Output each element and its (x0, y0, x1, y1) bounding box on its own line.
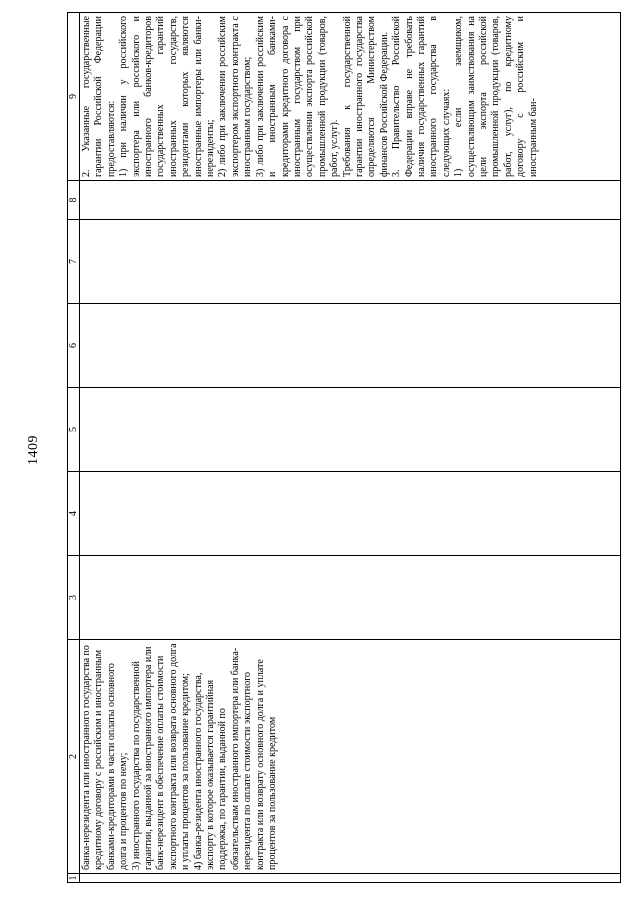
cell-col-8 (80, 181, 621, 220)
cell-col-9 (80, 13, 621, 181)
column-header-3: 3 (68, 556, 80, 640)
column-header-1: 1 (68, 875, 79, 881)
col2-paragraph: 3) иностранного государства по государственной гарантии, выданной за иностранного импортера или банк-нерезидент в обеспечение оплаты стоимости экспортного контракта или возврата основного долга и уплаты процентов за пользование кредитом; (130, 643, 192, 870)
column-header-6: 6 (68, 304, 80, 388)
col9-paragraph: Требования к государственной гарантии иностранного государства определяются Министерством финансов Российской Федерации. (341, 16, 390, 177)
column-header-7: 7 (68, 220, 80, 304)
col9-paragraph: 1) при наличии у российского экспортера или российского и иностранного банков-кредиторов государственных гарантий иностранных государств, резидентами которых являются иностранные импортеры или банки-нерезиденты; (118, 16, 217, 177)
cell-col-6 (80, 304, 621, 388)
col2-paragraph: банка-нерезидента или иностранного государства по кредитному договору с российским и иностранным банками-кредиторами в части оплаты основного долга и процентов по нему; (81, 645, 130, 870)
col9-paragraph: 2) либо при заключении российским экспортером экспортного контракта с иностранным государством; (217, 16, 254, 177)
col9-paragraph: 1) если заемщиком, осуществляющим заимствования на цели экспорта российской промышленной продукции (товаров, работ, услуг), по кредитному договору с российским и иностранным бан- (453, 16, 539, 177)
column-2-text (80, 640, 281, 873)
cell-col-2 (80, 640, 621, 874)
guarantee-table (67, 12, 621, 883)
column-header-8: 8 (68, 181, 80, 220)
col2-paragraph: 4) банка-резидента иностранного государства, экспорту в которое оказывается гарантийная поддержка, по гарантии, выданной по обязательствам иностранного импортера или банка-нерезидента по оплате стоимости экспортного контракта или возврату основного долга и уплате процентов за пользование кредитом (192, 647, 279, 870)
column-header-9: 9 (68, 13, 80, 181)
col9-paragraph: 3) либо при заключении российским и иностранным банками-кредиторами кредитного договора с иностранным государством при осуществлении экспорта российской промышленной продукции (товаров, работ, услуг). (254, 16, 341, 177)
cell-col-3 (80, 556, 621, 640)
cell-col-7 (80, 220, 621, 304)
table-row (80, 13, 621, 883)
col9-paragraph: 3. Правительство Российской Федерации вправе не требовать наличия государственных гарантий иностранного государства в следующих случаях: (391, 16, 452, 177)
cell-col-1 (80, 874, 621, 883)
col9-paragraph: 2. Указанные государственные гарантии Российской Федерации предоставляются: (81, 16, 117, 177)
column-9-text (80, 13, 541, 180)
header-row (68, 13, 80, 883)
cell-col-5 (80, 388, 621, 472)
column-header-5: 5 (68, 388, 80, 472)
page-number: 1409 (26, 435, 41, 465)
cell-col-4 (80, 472, 621, 556)
column-header-2: 2 (68, 640, 80, 874)
column-header-4: 4 (68, 472, 80, 556)
